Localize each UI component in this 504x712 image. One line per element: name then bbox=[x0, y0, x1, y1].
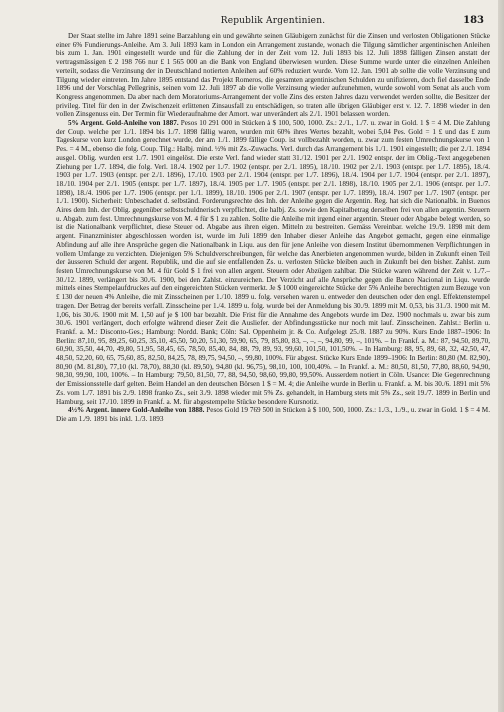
page-number: 183 bbox=[463, 15, 484, 26]
paragraph-gold-loan-1887 bbox=[56, 119, 490, 406]
document-body bbox=[56, 32, 490, 424]
paragraph-moratorium: Der Staat stellte im Jahre 1891 seine Barzahlung ein und gewährte seinen Gläubigern zunächst für die Zinsen und verlosten Obligationen Stücke einer 6% Fundierungs-Anleihe. Am 3. Juli 1893 kam in London ein Arrangement zustande, wonach die Tilgung sämtlicher argentinischen Anleihen bis zum 1. Jan. 1901 eingestellt wurde und für die Zahlung der in der Zeit vom 12. Juli 1893 bis 12. Juli 1898 fälligen Zinsen anstatt der vertragsmässigen £ 2 198 766 nur £ 1 565 000 an die Bank von England überwiesen wurden. Diese Summe wurde unter die einzelnen Anleihen verteilt, sodass die Verzinsung der in Deutschland notierten Anleihen auf 60% reduziert wurde. Vom 12. Jan. 1901 ab sollte die volle Verzinsung und Tilgung wieder eintreten. Im Jahre 1895 entstand das Projekt Romeros, die gesamten argentinischen Schulden zu unifizieren, doch fiel dasselbe Ende 1896 und der Vorschlag Pellegrinis, seinen vom 12. Juli 1897 ab die volle Verzinsung wieder aufzunehmen, wurde sowohl vom Senat als auch vom Kongress angenommen. Da aber nach dem Moratoriums-Arrangement der volle Zins des ersten Jahres dazu verwendet werden sollte, die Besitzer der privileg. Titel für den in der Zwischenzeit erlittenen Zinsausfall zu entschädigen, so traten alle übrigen Gläubiger erst v. 12. 7. 1898 wieder in den vollen Zinsgenuss ein. Der Termin für Wiederaufnahme der Amort. war unverändert als 2./1. 1901 belassen worden. bbox=[56, 32, 490, 119]
section-heading-inner-gold-loan-1888: 4½% Argent. innere Gold-Anleihe von 1888. bbox=[68, 406, 205, 415]
paragraph-inner-gold-loan-1888 bbox=[56, 406, 490, 423]
section-text-gold-loan-1887: Pesos 10 291 000 in Stücken à $ 100, 500, 1000. Zs.: 2./1., 1./7. u. zwar in Gold. 1 $ = 4 M. Die Zahlung der Coup. welche per 1./1. 1894 bis 1./7. 1898 fällig waren, wurden mit 60% ihres Wertes bezahlt, wobei 5,04 Pes. Gold = 1 £ und das £ zum Tageskurse von kurz London gerechnet wurde, der am 1./1. 1899 fällige Coup. ist vollbezahlt worden, u. zwar zum festen Umrechnungskurse von 1 Pes. = 4 M., ebenso die folg. Coup. Tilg.: Halbj. mind. ½% mit Zs.-Zuwachs. Verl. durch das Arrangement bis 1./1. 1901 eingestellt; die per 2./1. 1894 ausgel. Oblig. wurden erst 1./7. 1901 eingelöst. Die erste Verl. fand wieder statt 31./12. 1901 per 2./1. 1902 entspr. der im Oblig.-Text angegebenen Ziehung per 1./7. 1894, die folg. Verl. 18./4. 1902 per 1./7. 1902 (entspr. per 2./1. 1895), 18./10. 1902 per 2./1. 1903 (entspr. per 1./7. 1895), 18./4. 1903 per 1./7. 1903 (entspr. per 2./1. 1896), 17./10. 1903 per 2./1. 1904 (entspr. per 1./7. 1896), 18./4. 1904 per 1./7. 1904 (entspr. per 2./1. 1897), 18./10. 1904 per 2./1. 1905 (entspr. per 1./7. 1897), 18./4. 1905 per 1./7. 1905 (entspr. per 2./1. 1898), 18./10. 1905 per 2./1. 1906 (entspr. per 1./7. 1898), 18./4. 1906 per 1./7. 1906 (entspr. per 1./1. 1899), 18./10. 1906 per 2./1. 1907 (entspr. per 1./7. 1899), 18./4. 1907 per 1./7. 1907 (entspr. per 1./1. 1900). Sicherheit: Unbeschadet d. selbständ. Forderungsrechte des Inh. der Anleihe gegen die Argentin. Reg. hat sich die Nationalbk. in Buenos Aires dem Inh. der Oblig. gegenüber selbstschuldnerisch verpflichtet, die halbj. Zs. sowie den Kapitalbetrag derselben frei von allen argentin. Steuern u. Abgab. zum fest. Umrechnungskurse von M. 4 für $ 1 zu zahlen. Sollte die Anleihe mit irgend einer argentin. Steuer oder Abgabe belegt werden, so ist die Nationalbank verpflichtet, diese Steuer od. Abgabe aus ihren eigen. Mitteln zu bestreiten. Gemäss Vereinbar. welche 19./9. 1898 mit dem argent. Finanzminister abgeschlossen worden ist, wurde im Juli 1899 den Inhaber dieser Anleihe das Angebot gemacht, gegen eine einmalige Abfindung auf alle ihre Ansprüche gegen die Nationalbank in Liqu. aus den für jene Anleihe von diesem Institut übernommenen Verpflichtungen in vollem Umfange zu verzichten. Diejenigen 5% Schuldverschreibungen, für welche das Anerbieten angenommen wurde, bilden in Zukunft einen Teil der äusseren Schuld der argent. Republik, und die auf sie entfallenden Zs. u. verlosten Stücke bleiben auch in Zukunft bei den bisher. Zahlst. zum festen Umrechnungskurse von M. 4 für Gold $ 1 frei von allen argent. Steuern oder Abzügen zahlbar. Die Stücke waren während der Zeit v. 1./7.–30./12. 1899, verlängert bis 30./6. 1900, bei den Zahlst. einzureichen. Der Verzicht auf alle Ansprüche gegen die Banco Nacional in Liqu. wurde mittels eines Stempelaufdruckes auf den eingereichten Stücken vermerkt. Je $ 1000 eingereichte Stücke der 5% Anleihe berechtigten zum Bezuge von £ 130 der neuen 4% Anleihe, die mit Zinsscheinen per 1./10. 1899 u. folg. versehen waren u. entweder den deutschen oder den engl. Effektenstempel tragen. Der Betrag der bereits verfall. Zinsscheine per 1./4. 1899 u. folg. wurde bei der Anmeldung bis 30./9. 1899 mit M. 0,53, bis 31./3. 1900 mit M. 1,06, bis 30./6. 1900 mit M. 1,50 auf je $ 100 bar bezahlt. Die Frist für die Annahme des Angebots wurde im Dez. 1900 nochmals u. zwar bis zum 30./6. 1901 verlängert, doch erfolgte während dieser Zeit die Ausliefer. der Abfindungsstücke nur noch mit lauf. Zinsscheinen. Zahlst.: Berlin u. Frankf. a. M.: Disconto-Ges.; Hamburg: Nordd. Bank; Cöln: Sal. Oppenheim jr. & Co. Aufgelegt 25./8. 1887 zu 90%. Kurs Ende 1887–1906: In Berlin: 87,10, 95, 89,25, 60,25, 35,10, 45,50, 50,20, 51,30, 59,90, 65, 79, 85,80, 83, –, –, –, 94,80, 99, –, 101%. – In Frankf. a. M.: 87, 94,50, 89,70, 60,90, 35,50, 44,70, 49,80, 51,95, 58,45, 65, 78,50, 85,40, 84, 88, 79, 89, 93, 99,60, 101,50, 101,50%. – In Hamburg: 88, 95, 89, 68, 32, 42,50, 47, 48,50, 52,20, 60, 65, 75,60, 85, 82,50, 84,25, 78, 89,75, 94,50, –, 99,80, 100%. Für abgest. Stücke Kurs Ende 1899–1906: In Berlin: 80,80 (M. 82,90), 80,90 (M. 81,80), 77,10 (kl. 78,70), 88,30 (kl. 89,50), 94,80 (kl. 96,75), 98,10, 100, 100,40%. – In Frankf. a. M.: 80,50, 81,50, 77,80, 88,60, 94,90, 98,30, 99,90, 100, 100%. – In Hamburg: 79,50, 81,50, 77, 88, 94,50, 98,60, 99,80, 99,50%. Ausserdem notiert in Cöln. Usance: Die Gegenrechnung der Emissionsstelle darf gelten. Beim Handel an den deutschen Börsen 1 $ = M. 4; die Anleihe wurde in Berlin u. Frankf. a. M. bis 30./6. 1891 mit 5% Zs. vom 1./7. 1891 bis 2./9. 1898 franko Zs., seit 3./9. 1898 wieder mit 5% Zs. gehandelt, in Hamburg stets mit 5% Zs., seit 19./7. 1899 in Berlin und Hamburg, seit 17./10. 1899 in Frankf. a. M. für abgestempelte Stücke besondere Kursnotiz. bbox=[56, 119, 490, 406]
section-heading-gold-loan-1887: 5% Argent. Gold-Anleihe von 1887. bbox=[68, 119, 179, 128]
section-text-inner-gold-loan-1888: Pesos Gold 19 769 500 in Stücken à $ 100, 500, 1000. Zs.: 1./3., 1./9., u. zwar in Gold. 1 $ = 4 M. Die am 1./9. 1891 bis inkl. 1./3. 1893 bbox=[56, 406, 490, 423]
page-title: Republik Argentinien. bbox=[220, 16, 326, 26]
page-header bbox=[56, 14, 490, 28]
page-edge bbox=[498, 0, 504, 712]
